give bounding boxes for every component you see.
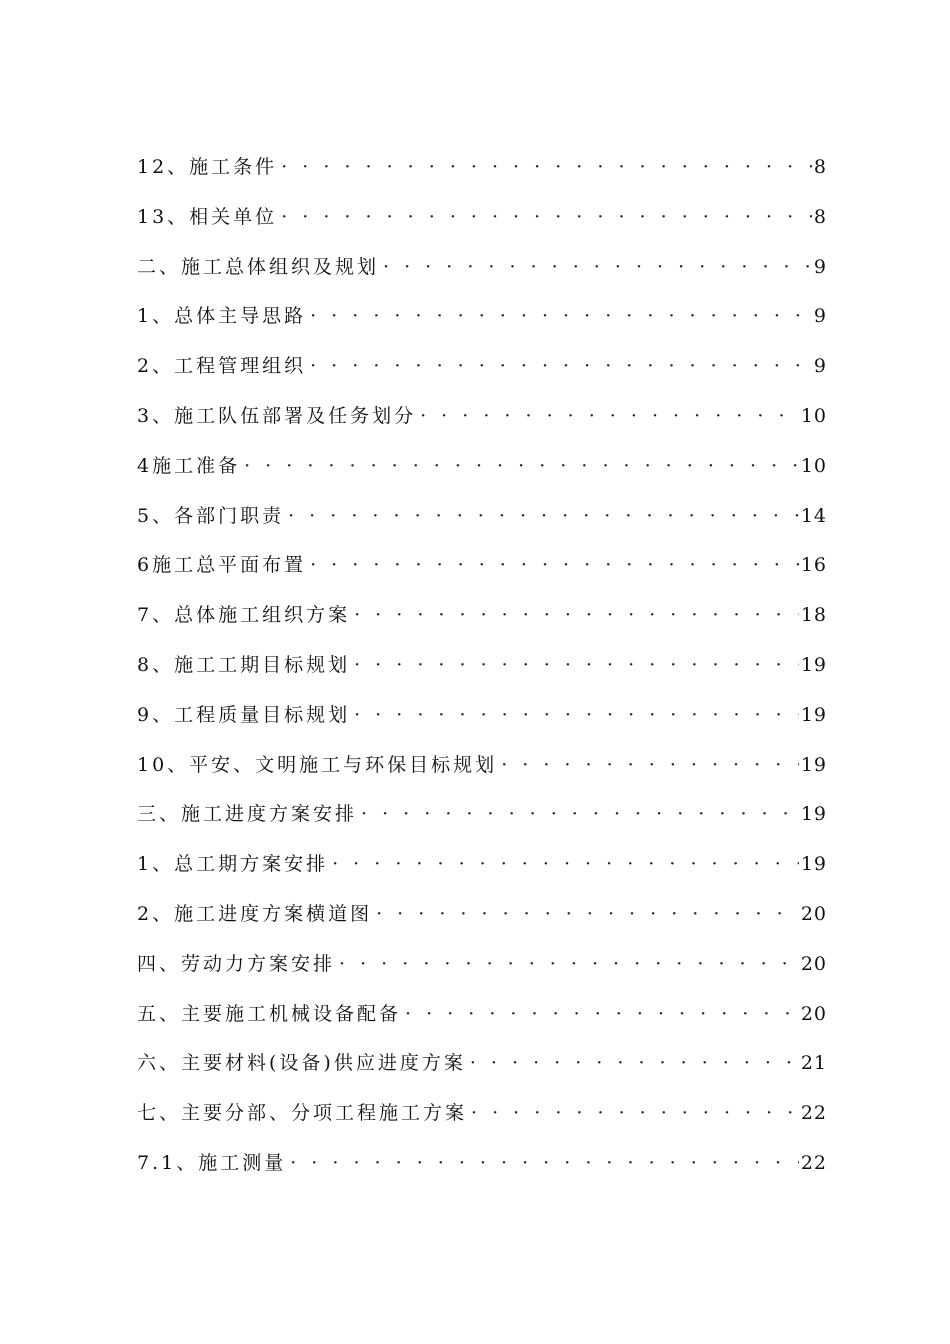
toc-entry-title: 六、主要材料(设备)供应进度方案: [137, 1052, 466, 1075]
toc-page-number: 9: [813, 305, 827, 328]
toc-entry-title: 6施工总平面布置: [137, 554, 307, 577]
toc-entry-title: 七、主要分部、分项工程施工方案: [137, 1102, 468, 1125]
toc-entry-title: 4施工准备: [137, 454, 241, 477]
toc-dot-leader: [350, 691, 799, 741]
toc-dot-leader: [401, 990, 799, 1040]
toc-entry-title: 2、施工进度方案横道图: [137, 902, 373, 925]
toc-page-number: 22: [800, 1151, 827, 1174]
toc-entry-title: 8、施工工期目标规划: [137, 653, 351, 676]
toc-entry[interactable]: [137, 1089, 827, 1139]
toc-page-number: 10: [800, 404, 827, 427]
toc-entry-title: 1、总工期方案安排: [137, 853, 329, 876]
toc-entry[interactable]: [137, 392, 827, 442]
toc-page-number: 19: [800, 703, 827, 726]
toc-entry[interactable]: [137, 940, 827, 990]
toc-dot-leader: [277, 143, 812, 193]
toc-entry-title: 1、总体主导思路: [137, 305, 307, 328]
toc-entry[interactable]: [137, 990, 827, 1040]
toc-entry-title: 7、总体施工组织方案: [137, 604, 351, 627]
toc-dot-leader: [372, 890, 799, 940]
toc-entry-title: 3、施工队伍部署及任务划分: [137, 404, 417, 427]
toc-dot-leader: [357, 790, 799, 840]
toc-dot-leader: [350, 591, 799, 641]
toc-entry[interactable]: [137, 492, 827, 542]
toc-dot-leader: [286, 1139, 799, 1189]
toc-entry[interactable]: [137, 1039, 827, 1089]
toc-entry[interactable]: [137, 193, 827, 243]
toc-dot-leader: [497, 741, 799, 791]
table-of-contents: [137, 143, 827, 1189]
toc-entry-title: 12、施工条件: [137, 156, 278, 178]
toc-page-number: 20: [800, 1002, 827, 1025]
toc-entry[interactable]: [137, 143, 827, 193]
toc-entry-title: 7.1、施工测量: [137, 1151, 287, 1174]
toc-page-number: 21: [800, 1052, 827, 1075]
toc-dot-leader: [306, 541, 799, 591]
toc-page-number: 19: [800, 753, 827, 776]
toc-entry-title: 2、工程管理组织: [137, 355, 307, 378]
toc-page-number: 9: [813, 255, 827, 278]
toc-page-number: 14: [800, 504, 827, 527]
toc-entry[interactable]: [137, 442, 827, 492]
toc-page-number: 22: [800, 1102, 827, 1125]
toc-entry-title: 5、各部门职责: [137, 504, 285, 527]
toc-entry-title: 10、平安、文明施工与环保目标规划: [137, 753, 498, 776]
toc-dot-leader: [350, 641, 799, 691]
toc-page-number: 18: [800, 604, 827, 627]
toc-page-number: 10: [800, 454, 827, 477]
toc-entry[interactable]: [137, 691, 827, 741]
toc-entry[interactable]: [137, 591, 827, 641]
toc-entry-title: 13、相关单位: [137, 205, 278, 228]
toc-page-number: 20: [800, 952, 827, 975]
toc-dot-leader: [240, 442, 799, 492]
toc-page-number: 16: [800, 554, 827, 577]
toc-entry[interactable]: [137, 890, 827, 940]
toc-entry-title: 五、主要施工机械设备配备: [137, 1002, 402, 1025]
toc-page-number: 8: [813, 205, 827, 228]
toc-dot-leader: [306, 292, 812, 342]
toc-entry-title: 二、施工总体组织及规划: [137, 255, 380, 278]
toc-page-number: 9: [813, 355, 827, 378]
toc-page-number: 19: [800, 653, 827, 676]
toc-page-number: 19: [800, 803, 827, 826]
toc-dot-leader: [416, 392, 799, 442]
toc-entry-title: 四、劳动力方案安排: [137, 952, 336, 975]
toc-entry[interactable]: [137, 840, 827, 890]
toc-entry[interactable]: [137, 541, 827, 591]
toc-entry[interactable]: [137, 741, 827, 791]
toc-entry[interactable]: [137, 342, 827, 392]
toc-entry[interactable]: [137, 1139, 827, 1189]
toc-dot-leader: [379, 243, 812, 293]
toc-dot-leader: [328, 840, 799, 890]
toc-dot-leader: [284, 492, 799, 542]
toc-dot-leader: [335, 940, 799, 990]
toc-dot-leader: [306, 342, 812, 392]
toc-entry[interactable]: [137, 790, 827, 840]
toc-page-number: 20: [800, 902, 827, 925]
toc-entry-title: 三、施工进度方案安排: [137, 803, 358, 826]
toc-page-number: 8: [813, 156, 827, 178]
toc-page-number: 19: [800, 853, 827, 876]
toc-entry[interactable]: [137, 292, 827, 342]
toc-entry[interactable]: [137, 243, 827, 293]
toc-entry[interactable]: [137, 641, 827, 691]
toc-dot-leader: [466, 1039, 799, 1089]
toc-entry-title: 9、工程质量目标规划: [137, 703, 351, 726]
toc-dot-leader: [277, 193, 812, 243]
toc-dot-leader: [467, 1089, 799, 1139]
